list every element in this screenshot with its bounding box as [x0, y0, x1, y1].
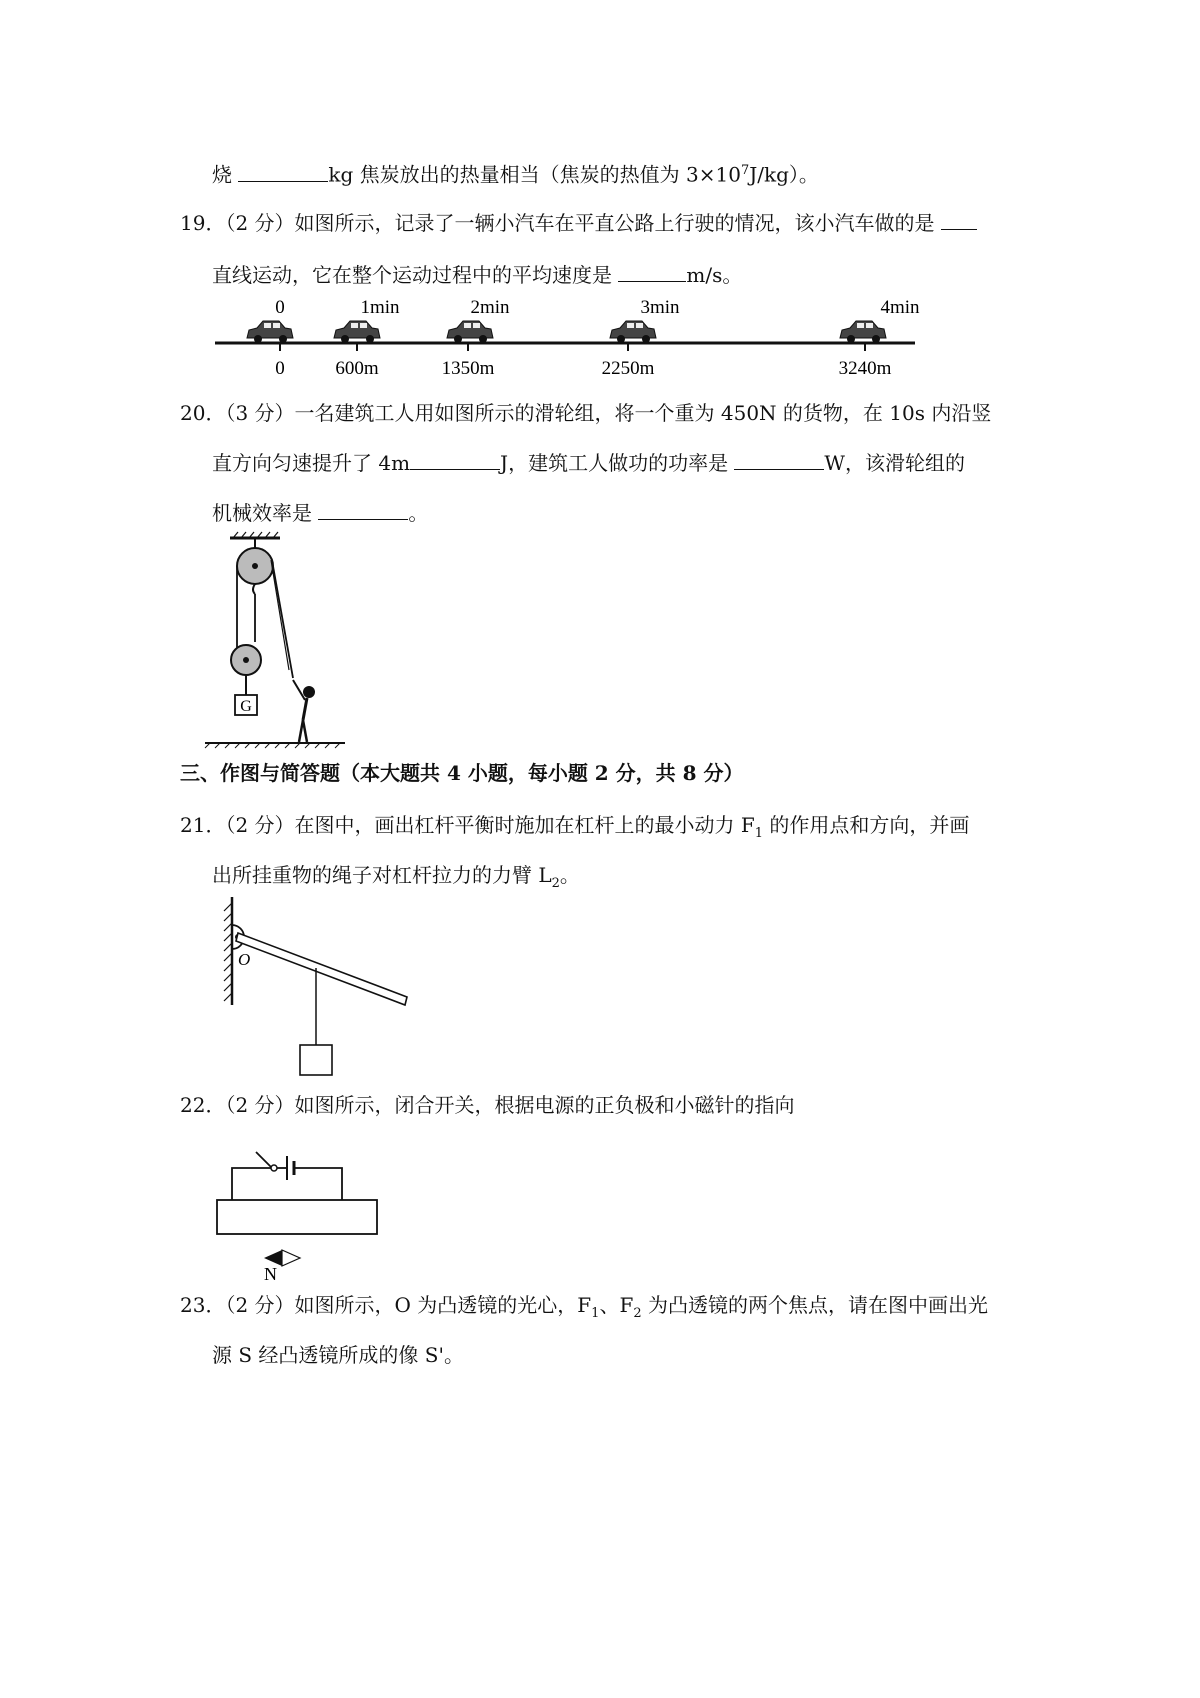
car-icon	[447, 321, 493, 343]
car-motion-diagram	[210, 296, 930, 382]
q23-line2: 源 S 经凸透镜所成的像 S'。	[212, 1343, 464, 1367]
answer-blank[interactable]	[618, 263, 686, 282]
time-label: 4min	[880, 297, 920, 318]
distance-label: 2250m	[601, 358, 655, 379]
distance-label: 0	[275, 358, 285, 379]
answer-blank[interactable]	[238, 163, 328, 182]
distance-label: 1350m	[441, 358, 495, 379]
hanging-weight	[300, 1045, 332, 1075]
q20-line1: 20．（3 分）一名建筑工人用如图所示的滑轮组，将一个重为 450N 的货物，在 10s 内沿竖	[180, 401, 992, 425]
worker-figure	[293, 680, 315, 742]
q21-line2: 出所挂重物的绳子对杠杆拉力的力臂 $L_2$。	[212, 863, 580, 891]
answer-blank[interactable]	[941, 211, 977, 230]
q23-line1: 23．（2 分）如图所示，O 为凸透镜的光心，$F_1$、$F_2$ 为凸透镜的两个焦点，请在图中画出光	[180, 1293, 988, 1321]
distance-label: 600m	[335, 358, 379, 379]
section-heading: 三、作图与简答题（本大题共 4 小题，每小题 2 分，共 8 分）	[180, 761, 744, 785]
car-icon	[610, 321, 656, 343]
q18-tail-line: 烧 kg 焦炭放出的热量相当（焦炭的热值为 $3\times 10^7J/kg$）。	[212, 162, 819, 187]
q20-line2: 直方向匀速提升了 4m J，建筑工人做功的功率是 W，该滑轮组的	[212, 451, 965, 475]
distance-label: 3240m	[838, 358, 892, 379]
q22-line1: 22．（2 分）如图所示，闭合开关，根据电源的正负极和小磁针的指向	[180, 1093, 795, 1117]
q19-line2: 直线运动，它在整个运动过程中的平均速度是 m/s。	[212, 263, 743, 287]
time-label: 3min	[640, 297, 680, 318]
circuit-diagram	[212, 1140, 392, 1284]
q20-line3: 机械效率是 。	[212, 501, 429, 525]
needle-label: N	[264, 1264, 277, 1284]
car-icon	[840, 321, 886, 343]
answer-blank[interactable]	[318, 501, 408, 520]
time-label: 2min	[470, 297, 510, 318]
answer-blank[interactable]	[410, 451, 500, 470]
solenoid	[217, 1200, 377, 1234]
car-icon	[334, 321, 380, 343]
time-label: 0	[275, 297, 285, 318]
car-icon	[247, 321, 293, 343]
lever-bar	[236, 933, 407, 1005]
switch	[256, 1152, 272, 1168]
time-label: 1min	[360, 297, 400, 318]
lever-diagram	[212, 895, 412, 1075]
pulley-system-diagram	[205, 530, 345, 745]
weight-label: G	[240, 698, 252, 715]
pivot-label: O	[238, 950, 251, 969]
q19-line1: 19．（2 分）如图所示，记录了一辆小汽车在平直公路上行驶的情况，该小汽车做的是	[180, 210, 977, 236]
q21-line1: 21．（2 分）在图中，画出杠杆平衡时施加在杠杆上的最小动力 $F_1$ 的作用点和方向，并画	[180, 813, 970, 841]
answer-blank[interactable]	[734, 451, 824, 470]
